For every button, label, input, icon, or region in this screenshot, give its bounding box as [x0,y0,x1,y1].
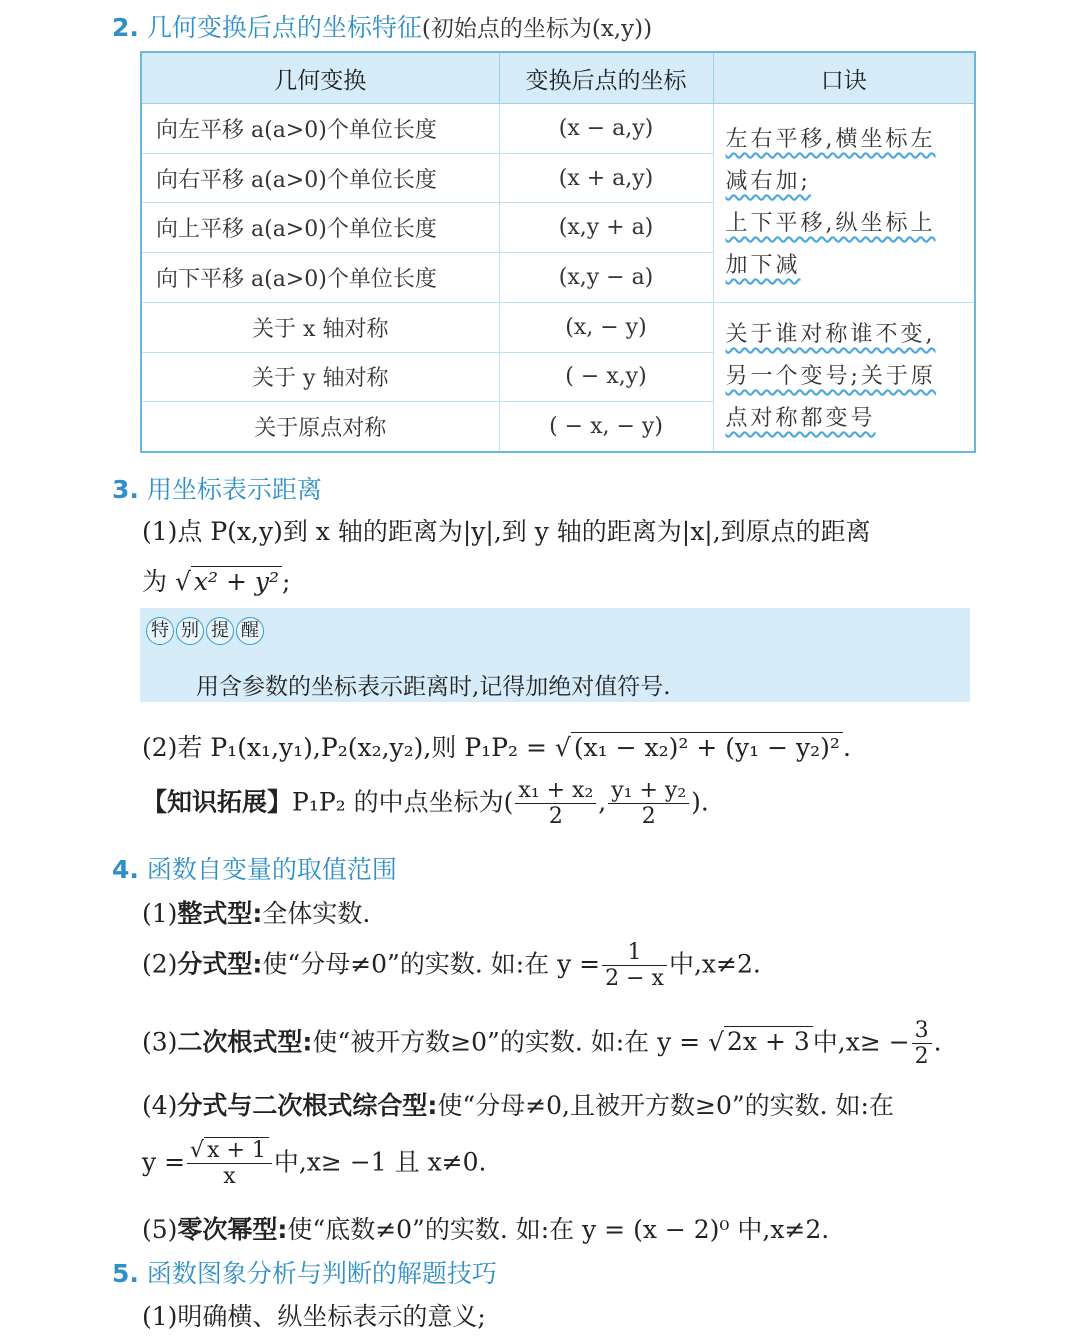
column-header: 几何变换 [141,52,499,104]
table-header-row [141,52,975,104]
badge-char: 提 [206,617,234,645]
section-number: 2. [112,13,139,42]
section-3-heading [112,470,322,506]
item-text: 全体实数. [262,899,371,928]
text: , [598,787,607,817]
mnemonic-line: 左右平移,横坐标左 [725,126,936,152]
transform-cell: 关于 x 轴对称 [141,302,499,352]
coordinate-cell: (x − a,y) [499,104,713,154]
numerator [187,1138,272,1164]
domain-item-1 [142,894,370,930]
denominator: 2 − x [605,966,664,992]
denominator: 2 [641,804,656,830]
text: ; [282,567,291,596]
sqrt-icon: √ [708,1027,725,1057]
text: ). [691,787,709,817]
column-header: 变换后点的坐标 [499,52,713,104]
mnemonic-cell-symmetry [713,302,975,452]
graph-tip-line-1: (1)明确横、纵坐标表示的意义; [142,1302,486,1331]
sqrt-icon: √ [190,1138,205,1163]
item-text: 使“分母≠0”的实数. 如:在 y = [262,949,601,979]
coordinate-cell: (x,y + a) [499,203,713,253]
numerator: y₁ + y₂ [608,778,689,804]
section-5-heading [112,1254,497,1290]
domain-item-5 [142,1210,829,1246]
text: . [842,733,851,762]
domain-item-4 [142,1086,894,1122]
fraction [608,778,689,830]
fraction [602,940,667,992]
section-title: 几何变换后点的坐标特征 [146,13,422,42]
domain-item-4-example [142,1138,486,1190]
section-title: 用坐标表示距离 [146,475,322,504]
mnemonic-line: 关于谁对称谁不变, [725,321,936,347]
transform-cell: 向左平移 a(a>0)个单位长度 [141,104,499,154]
table-row [141,104,975,154]
item-text: 中,x≥ −1 且 x≠0. [273,1147,487,1177]
text: P₁P₂ 的中点坐标为( [292,787,514,817]
radicand: x² + y² [191,566,282,596]
section-4-heading [112,850,397,886]
transform-cell: 向右平移 a(a>0)个单位长度 [141,153,499,203]
transform-cell: 关于原点对称 [141,402,499,452]
special-reminder-text: 用含参数的坐标表示距离时,记得加绝对值符号. [196,674,671,700]
item-text: 使“被开方数≥0”的实数. 如:在 y = [312,1027,701,1057]
coordinate-cell: (x, − y) [499,302,713,352]
denominator: 2 [914,1044,929,1070]
badge-char: 特 [146,617,174,645]
mnemonic-cell-translation [713,104,975,303]
knowledge-extension-line [142,778,709,830]
item-text: . [933,1027,942,1057]
column-header: 口诀 [713,52,975,104]
coordinate-cell: (x,y − a) [499,253,713,303]
item-keyword: 分式与二次根式综合型: [177,1091,438,1120]
item-text: 中,x≠2. [668,949,761,979]
section-number: 3. [112,475,139,504]
mnemonic-line: 上下平移,纵坐标上 [725,210,936,236]
mnemonic-line: 加下减 [725,252,801,278]
numerator: 1 [602,940,667,966]
denominator: x [223,1164,236,1190]
radicand: 2x + 3 [724,1026,813,1056]
item-text: 使“底数≠0”的实数. 如:在 y = (x − 2)⁰ 中,x≠2. [287,1215,830,1244]
coordinate-cell: (x + a,y) [499,153,713,203]
coordinate-cell: ( − x, − y) [499,402,713,452]
section-number: 4. [112,855,139,884]
item-number: (1) [142,899,178,928]
badge-char: 别 [176,617,204,645]
item-text: 使“分母≠0,且被开方数≥0”的实数. 如:在 [437,1091,894,1120]
section-subtitle: (初始点的坐标为(x,y)) [421,16,653,42]
distance-line-1: (1)点 P(x,y)到 x 轴的距离为|y|,到 y 轴的距离为|x|,到原点的距离 [142,517,871,546]
fraction [515,778,596,830]
fraction [912,1018,932,1070]
text: (2)若 P₁(x₁,y₁),P₂(x₂,y₂),则 P₁P₂ = [142,733,547,762]
mnemonic-line: 另一个变号;关于原 [725,363,936,389]
item-number: (5) [142,1215,178,1244]
fraction [187,1138,272,1190]
numerator: x₁ + x₂ [515,778,596,804]
section-title: 函数图象分析与判断的解题技巧 [146,1259,497,1288]
mnemonic-line: 减右加; [725,168,811,194]
item-keyword: 二次根式型: [177,1027,313,1057]
radicand: x + 1 [204,1137,269,1163]
denominator: 2 [548,804,563,830]
section-2-heading [112,8,652,44]
item-number: (2) [142,949,178,979]
section-title: 函数自变量的取值范围 [146,855,397,884]
extension-label: 【知识拓展】 [142,787,293,817]
sqrt-icon: √ [554,733,571,762]
table-row [141,302,975,352]
transform-cell: 向上平移 a(a>0)个单位长度 [141,203,499,253]
domain-item-3 [142,1018,942,1070]
special-reminder-badge [146,617,264,645]
item-text: y = [142,1147,186,1177]
badge-char: 醒 [236,617,264,645]
sqrt-icon: √ [174,567,191,596]
section-number: 5. [112,1259,139,1288]
distance-line-2 [142,562,290,598]
distance-formula-line [142,728,851,764]
item-number: (3) [142,1027,178,1057]
coordinate-cell: ( − x,y) [499,352,713,402]
text: 为 [142,567,168,596]
domain-item-2 [142,940,761,992]
item-text: 中,x≥ − [812,1027,910,1057]
item-keyword: 整式型: [177,899,263,928]
item-number: (4) [142,1091,178,1120]
item-keyword: 分式型: [177,949,263,979]
item-keyword: 零次幂型: [177,1215,288,1244]
mnemonic-line: 点对称都变号 [725,405,876,431]
transform-cell: 向下平移 a(a>0)个单位长度 [141,253,499,303]
radicand: (x₁ − x₂)² + (y₁ − y₂)² [571,732,843,762]
numerator: 3 [912,1018,932,1044]
transformation-table [140,51,976,453]
transform-cell: 关于 y 轴对称 [141,352,499,402]
